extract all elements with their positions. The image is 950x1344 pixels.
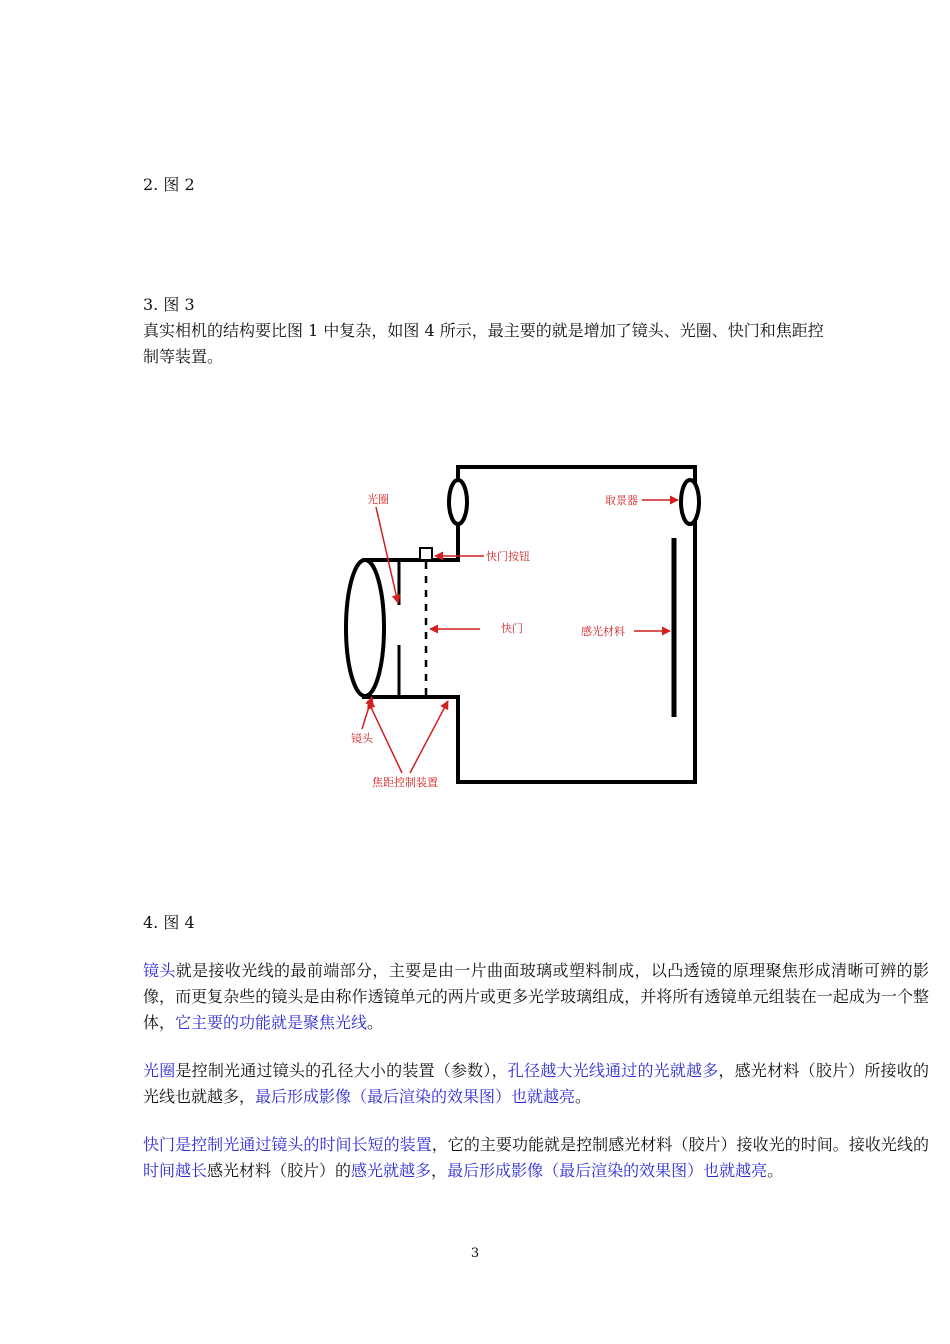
shutter-button-label: 快门按钮: [486, 550, 530, 563]
shutter-button-shape: [420, 548, 432, 560]
lens-end: 。: [367, 1013, 384, 1032]
intro-line-1: 真实相机的结构要比图 1 中复杂，如图 4 所示，最主要的就是增加了镜头、光圈、快门和焦距控: [143, 321, 824, 340]
aperture-paragraph: [143, 1058, 929, 1110]
lens-text: 就是接收光线的最前端部分，主要是由一片曲面玻璃或塑料制成，以凸透镜的原理聚焦形成清晰可辨的影像，而更复杂些的镜头是由称作透镜单元的两片或更多光学玻璃组成，并将所有透镜单元组装在一起成为一个整体，: [143, 961, 929, 1032]
figure-3-caption: 3. 图 3: [143, 295, 195, 314]
shutter-highlight-3: 感光就越多: [351, 1161, 432, 1180]
shutter-text-2: 感光材料（胶片）的: [207, 1161, 352, 1180]
shutter-label: 快门: [501, 622, 523, 635]
page-number: 3: [470, 1246, 480, 1261]
aperture-text-1: 是控制光通过镜头的孔径大小的装置（参数），: [175, 1061, 508, 1080]
aperture-label: 光圈: [367, 493, 389, 506]
figure-2-caption: 2. 图 2: [143, 175, 195, 194]
intro-line-2: 制等装置。: [143, 347, 224, 366]
shutter-highlight-1: 快门是控制光通过镜头的时间长短的装置: [143, 1135, 432, 1154]
lens-arrow: [362, 697, 372, 729]
aperture-highlight-1: 孔径越大光线通过的光就越多: [507, 1061, 719, 1080]
focus-control-arrow-left: [368, 701, 402, 773]
focus-control-arrow-right: [410, 701, 448, 773]
viewfinder-right-oval: [681, 480, 699, 524]
aperture-text-2: ，感光材料（胶片）所接收的光线也就越多，: [143, 1061, 929, 1106]
shutter-end: 。: [767, 1161, 784, 1180]
shutter-highlight-4: 最后形成影像（最后渲染的效果图）也就越亮: [447, 1161, 768, 1180]
shutter-paragraph: [143, 1132, 929, 1184]
lens-paragraph: [143, 958, 929, 1036]
film-label: 感光材料: [581, 625, 625, 638]
lens-term: 镜头: [143, 961, 176, 980]
lens-ellipse: [346, 560, 384, 696]
focus-control-label: 焦距控制装置: [372, 776, 438, 789]
aperture-highlight-2: 最后形成影像（最后渲染的效果图）也就越亮: [255, 1087, 576, 1106]
camera-diagram-svg: [290, 405, 730, 825]
aperture-end: 。: [575, 1087, 592, 1106]
camera-structure-diagram: [290, 405, 730, 825]
lens-label: 镜头: [351, 732, 373, 745]
lens-highlight: 它主要的功能就是聚焦光线: [175, 1013, 368, 1032]
camera-body-outline: [364, 467, 695, 782]
shutter-highlight-2: 时间越长: [143, 1161, 208, 1180]
figure-4-caption: 4. 图 4: [143, 913, 195, 932]
viewfinder-label: 取景器: [605, 494, 638, 507]
shutter-text-3: ，: [431, 1161, 448, 1180]
viewfinder-left-oval: [449, 480, 467, 524]
shutter-text-1: ，它的主要功能就是控制感光材料（胶片）接收光的时间。接收光线的: [431, 1135, 929, 1154]
aperture-term: 光圈: [143, 1061, 176, 1080]
